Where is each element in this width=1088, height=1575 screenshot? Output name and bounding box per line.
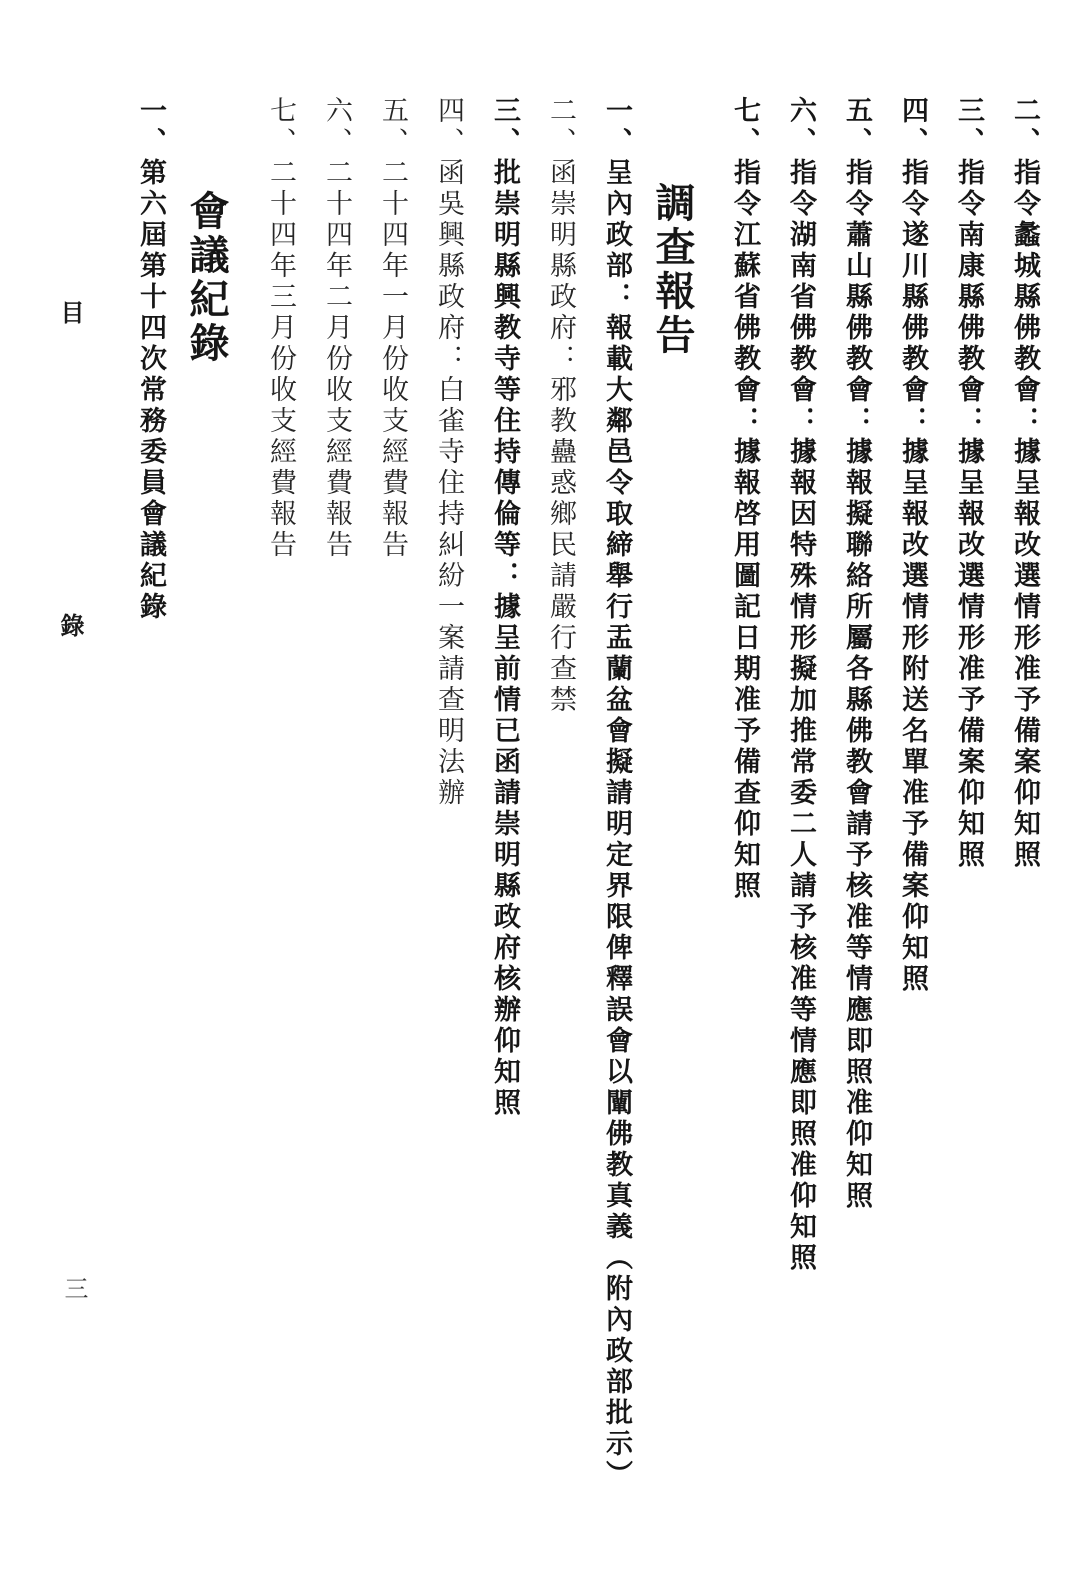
entry-7-jiangsu-buddhist-assoc: 七、指令江蘇省佛教會：據報啓用圖記日期准予備查仰知照 bbox=[729, 96, 760, 902]
minutes-item-1: 一、第六屆第十四次常務委員會議紀錄 bbox=[135, 96, 166, 623]
investigation-item-2: 二、函崇明縣政府：邪教蠱惑鄉民請嚴行查禁 bbox=[545, 96, 576, 716]
investigation-item-7: 七、二十四年三月份收支經費報告 bbox=[265, 96, 296, 561]
entry-3-nankang-buddhist-assoc: 三、指令南康縣佛教會：據呈報改選情形准予備案仰知照 bbox=[953, 96, 984, 871]
investigation-item-4: 四、函吳興縣政府：白雀寺住持糾紛一案請查明法辦 bbox=[433, 96, 464, 809]
entry-2-lixian-buddhist-assoc: 二、指令蠡城縣佛教會：據呈報改選情形准予備案仰知照 bbox=[1009, 96, 1040, 871]
entry-6-hunan-buddhist-assoc: 六、指令湖南省佛教會：據報因特殊情形擬加推常委二人請予核准等情應即照准仰知照 bbox=[785, 96, 816, 1274]
page-number: 三 bbox=[60, 1276, 88, 1300]
investigation-item-5: 五、二十四年一月份收支經費報告 bbox=[377, 96, 408, 561]
entry-5-xiaoshan-buddhist-assoc: 五、指令蕭山縣佛教會：據報擬聯絡所屬各縣佛教會請予核准等情應即照准仰知照 bbox=[841, 96, 872, 1212]
investigation-item-1: 一、呈內政部：報載大鄰邑令取締舉行盂蘭盆會擬請明定界限俾釋誤會以闡佛教真義（附內政部批示） bbox=[601, 96, 632, 1491]
section-title-minutes: 會議紀錄 bbox=[183, 190, 230, 366]
section-title-investigation: 調查報告 bbox=[649, 182, 696, 358]
running-title: 目 錄 bbox=[56, 300, 85, 767]
entry-4-suichuan-buddhist-assoc: 四、指令遂川縣佛教會：據呈報改選情形附送名單准予備案仰知照 bbox=[897, 96, 928, 995]
investigation-item-3: 三、批崇明縣興教寺等住持傳倫等：據呈前情已函請崇明縣政府核辦仰知照 bbox=[489, 96, 520, 1119]
investigation-item-6: 六、二十四年二月份收支經費報告 bbox=[321, 96, 352, 561]
